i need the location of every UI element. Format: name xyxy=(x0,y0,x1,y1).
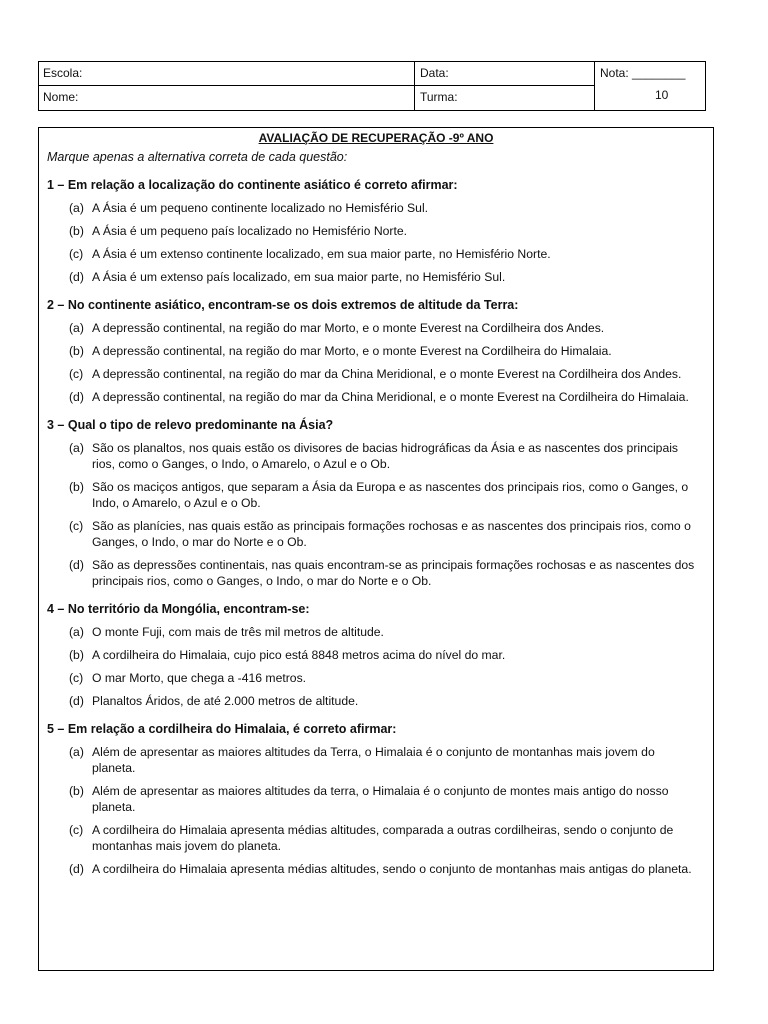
date-label: Data: xyxy=(420,66,449,80)
option-b[interactable] xyxy=(69,343,699,359)
date-field[interactable] xyxy=(416,62,453,84)
option-text: A depressão continental, na região do mar da China Meridional, e o monte Everest na Cordilheira dos Andes. xyxy=(92,367,682,381)
option-c[interactable] xyxy=(69,366,699,382)
question-4 xyxy=(39,601,713,709)
option-letter: (b) xyxy=(69,648,84,662)
option-a[interactable] xyxy=(69,440,699,472)
option-letter: (c) xyxy=(69,247,84,261)
option-letter: (d) xyxy=(69,270,84,284)
option-text: A Ásia é um pequeno continente localizado no Hemisfério Sul. xyxy=(92,201,429,215)
option-text: A cordilheira do Himalaia apresenta médias altitudes, sendo o conjunto de montanhas mais antigas do planeta. xyxy=(92,862,692,876)
option-text: A depressão continental, na região do mar Morto, e o monte Everest na Cordilheira do Himalaia. xyxy=(92,344,612,358)
option-letter: (b) xyxy=(69,480,84,494)
option-d[interactable] xyxy=(69,861,699,877)
school-label: Escola: xyxy=(43,66,83,80)
option-c[interactable] xyxy=(69,246,699,262)
grade-label: Nota: ________ xyxy=(600,66,686,80)
option-text: A depressão continental, na região do mar da China Meridional, e o monte Everest na Cordilheira do Himalaia. xyxy=(92,390,689,404)
option-letter: (d) xyxy=(69,390,84,404)
option-b[interactable] xyxy=(69,647,699,663)
question-text: 4 – No território da Mongólia, encontram-se: xyxy=(47,602,310,616)
exam-title: AVALIAÇÃO DE RECUPERAÇÃO -9º ANO xyxy=(258,131,494,145)
option-c[interactable] xyxy=(69,670,699,686)
option-text: Além de apresentar as maiores altitudes da terra, o Himalaia é o conjunto de montes mais antigo do nosso planeta. xyxy=(92,784,669,814)
class-field[interactable] xyxy=(416,86,462,108)
option-text: A depressão continental, na região do mar Morto, e o monte Everest na Cordilheira dos Andes. xyxy=(92,321,605,335)
option-d[interactable] xyxy=(69,269,699,285)
option-b[interactable] xyxy=(69,223,699,239)
option-letter: (c) xyxy=(69,823,84,837)
school-field[interactable] xyxy=(39,62,86,84)
option-c[interactable] xyxy=(69,822,699,854)
option-letter: (a) xyxy=(69,625,84,639)
option-text: São as planícies, nas quais estão as principais formações rochosas e as nascentes dos principais rios, como o Ganges, o Indo, o mar do Norte e o Ob. xyxy=(92,519,691,549)
option-d[interactable] xyxy=(69,693,699,709)
option-text: O monte Fuji, com mais de três mil metros de altitude. xyxy=(92,625,384,639)
option-a[interactable] xyxy=(69,624,699,640)
option-letter: (c) xyxy=(69,671,84,685)
option-b[interactable] xyxy=(69,783,699,815)
header-divider xyxy=(594,62,595,110)
option-a[interactable] xyxy=(69,744,699,776)
option-text: Além de apresentar as maiores altitudes da Terra, o Himalaia é o conjunto de montanhas mais jovem do planeta. xyxy=(92,745,655,775)
option-text: A Ásia é um extenso país localizado, em sua maior parte, no Hemisfério Sul. xyxy=(92,270,506,284)
question-list xyxy=(39,177,713,877)
option-a[interactable] xyxy=(69,320,699,336)
option-text: São os maciços antigos, que separam a Ásia da Europa e as nascentes dos principais rios, como o Ganges, o Indo, o Amarelo, o Azul e o Ob. xyxy=(92,480,689,510)
name-field[interactable] xyxy=(39,86,82,108)
option-text: A Ásia é um extenso continente localizado, em sua maior parte, no Hemisfério Norte. xyxy=(92,247,551,261)
option-d[interactable] xyxy=(69,389,699,405)
exam-box xyxy=(38,127,714,971)
question-text: 2 – No continente asiático, encontram-se os dois extremos de altitude da Terra: xyxy=(47,298,519,312)
option-a[interactable] xyxy=(69,200,699,216)
option-text: A cordilheira do Himalaia, cujo pico está 8848 metros acima do nível do mar. xyxy=(92,648,506,662)
option-letter: (a) xyxy=(69,321,84,335)
question-1 xyxy=(39,177,713,285)
option-letter: (a) xyxy=(69,441,84,455)
option-letter: (c) xyxy=(69,367,84,381)
option-letter: (a) xyxy=(69,201,84,215)
option-c[interactable] xyxy=(69,518,699,550)
option-text: A Ásia é um pequeno país localizado no Hemisfério Norte. xyxy=(92,224,408,238)
grade-value: 10 xyxy=(655,88,669,102)
option-letter: (c) xyxy=(69,519,84,533)
option-text: Planaltos Áridos, de até 2.000 metros de altitude. xyxy=(92,694,359,708)
header-divider xyxy=(414,62,415,110)
option-letter: (d) xyxy=(69,558,84,572)
option-letter: (a) xyxy=(69,745,84,759)
header-row-divider xyxy=(39,85,594,86)
option-text: A cordilheira do Himalaia apresenta médias altitudes, comparada a outras cordilheiras, sendo o conjunto de montanhas mais jovem do planeta. xyxy=(92,823,674,853)
question-text: 5 – Em relação a cordilheira do Himalaia, é correto afirmar: xyxy=(47,722,397,736)
option-b[interactable] xyxy=(69,479,699,511)
option-letter: (b) xyxy=(69,224,84,238)
question-5 xyxy=(39,721,713,877)
grade-field[interactable] xyxy=(596,62,689,84)
exam-instruction: Marque apenas a alternativa correta de cada questão: xyxy=(47,150,348,164)
option-text: São os planaltos, nos quais estão os divisores de bacias hidrográficas da Ásia e as nascentes dos principais rios, como o Ganges, o Indo, o Amarelo, o Azul e o Ob. xyxy=(92,441,679,471)
question-text: 3 – Qual o tipo de relevo predominante na Ásia? xyxy=(47,418,334,432)
option-letter: (b) xyxy=(69,344,84,358)
option-d[interactable] xyxy=(69,557,699,589)
name-label: Nome: xyxy=(43,90,79,104)
header-table xyxy=(38,61,706,111)
option-text: São as depressões continentais, nas quais encontram-se as principais formações rochosas e as nascentes dos principais rios, como o Ganges, o Indo, o mar do Norte e o Ob. xyxy=(92,558,695,588)
question-2 xyxy=(39,297,713,405)
option-letter: (d) xyxy=(69,694,84,708)
option-text: O mar Morto, que chega a -416 metros. xyxy=(92,671,307,685)
question-3 xyxy=(39,417,713,589)
option-letter: (d) xyxy=(69,862,84,876)
question-text: 1 – Em relação a localização do continente asiático é correto afirmar: xyxy=(47,178,458,192)
option-letter: (b) xyxy=(69,784,84,798)
class-label: Turma: xyxy=(420,90,458,104)
